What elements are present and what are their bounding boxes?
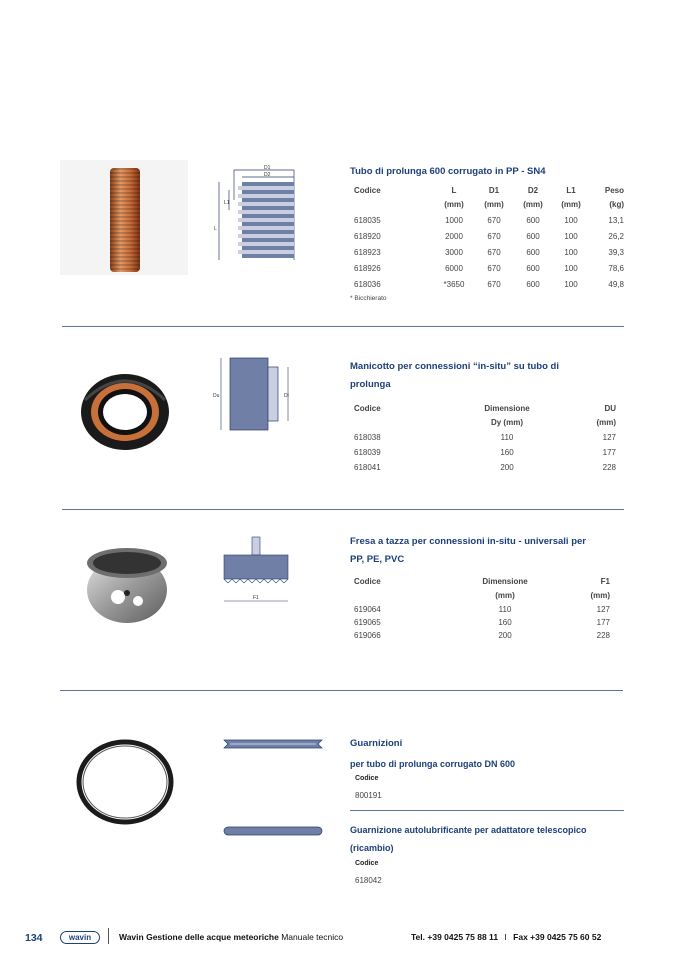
header-d2: D2 xyxy=(527,185,539,195)
table-row xyxy=(354,445,616,460)
cell-code: 618041 xyxy=(354,463,381,472)
separator xyxy=(62,326,624,327)
header-codice: Codice xyxy=(354,185,381,195)
cell-code: 619065 xyxy=(354,618,381,627)
section2-title xyxy=(350,358,559,394)
cell-code: 619064 xyxy=(354,605,381,614)
table-header-row xyxy=(354,575,610,587)
cell-l1: 100 xyxy=(564,215,578,225)
hole-saw-technical-drawing xyxy=(220,535,292,607)
cell-code: 618038 xyxy=(354,433,381,442)
section1-table xyxy=(354,184,624,292)
cell-d2: 600 xyxy=(526,279,540,289)
gasket2-code-label: Codice xyxy=(355,860,379,867)
cell-du: 177 xyxy=(602,448,616,457)
cell-l: 3000 xyxy=(445,247,463,257)
separator xyxy=(60,690,623,691)
header-codice: Codice xyxy=(354,403,381,413)
cell-dimension: 200 xyxy=(500,463,514,472)
gasket2-title-line1: Guarnizione autolubrificante per adattatore telescopico xyxy=(350,825,587,835)
gasket-ring-photo xyxy=(75,738,175,826)
cell-dimension: 110 xyxy=(500,433,514,442)
cell-code: 618923 xyxy=(354,247,381,257)
cell-code: 618036 xyxy=(354,279,381,289)
unit-d1: (mm) xyxy=(484,199,504,209)
footer-doc-title xyxy=(119,932,343,942)
unit-dimensione: Dy (mm) xyxy=(490,417,523,427)
label-f1: F1 xyxy=(253,595,259,601)
table-header-row xyxy=(354,184,624,196)
footer-doc-title-main: Wavin Gestione delle acque meteoriche xyxy=(119,932,279,942)
page-number: 134 xyxy=(25,932,43,944)
wavin-logo: wavin xyxy=(60,931,100,944)
cell-l1: 100 xyxy=(564,231,578,241)
section4-title: Guarnizioni xyxy=(350,738,403,749)
cell-f1: 228 xyxy=(596,631,610,640)
footer-fax: Fax +39 0425 75 60 52 xyxy=(513,932,602,942)
unit-dimensione: (mm) xyxy=(495,590,515,600)
gasket1-title: per tubo di prolunga corrugato DN 600 xyxy=(350,759,516,769)
gasket2-title xyxy=(350,821,587,857)
header-l: L xyxy=(451,185,457,195)
label-di: Di xyxy=(284,393,289,399)
footer-doc-subtitle: Manuale tecnico xyxy=(281,932,344,942)
unit-du: (mm) xyxy=(596,417,616,427)
cell-l: 1000 xyxy=(445,215,463,225)
cell-du: 228 xyxy=(602,463,616,472)
cell-d1: 670 xyxy=(487,247,501,257)
footer-tel: Tel. +39 0425 75 88 11 xyxy=(411,932,499,942)
section2-table xyxy=(354,402,616,475)
cell-dimension: 110 xyxy=(498,605,512,614)
section3-title-line2: PP, PE, PVC xyxy=(350,554,405,565)
cell-peso: 49,8 xyxy=(608,279,624,289)
cell-l: 2000 xyxy=(445,231,463,241)
section2-title-line2: prolunga xyxy=(350,379,391,390)
section1-title: Tubo di prolunga 600 corrugato in PP - SN4 xyxy=(350,166,546,177)
coupling-technical-drawing xyxy=(210,355,300,435)
cell-d1: 670 xyxy=(487,231,501,241)
table-row xyxy=(354,228,624,244)
table-units-row xyxy=(354,196,624,212)
cell-d2: 600 xyxy=(526,215,540,225)
table-units-row xyxy=(354,587,610,603)
gasket1-code-label: Codice xyxy=(355,775,379,782)
footer-divider-line xyxy=(108,928,109,944)
cell-f1: 127 xyxy=(596,605,610,614)
header-d1: D1 xyxy=(488,185,500,195)
header-dimensione: Dimensione xyxy=(484,403,530,413)
table-row xyxy=(354,244,624,260)
section1-note: * Bicchierato xyxy=(350,295,387,302)
gasket2-title-line2: (ricambio) xyxy=(350,843,394,853)
cell-f1: 177 xyxy=(596,618,610,627)
cell-d1: 670 xyxy=(487,215,501,225)
cell-peso: 39,3 xyxy=(608,247,624,257)
footer-separator: I xyxy=(504,932,507,942)
table-row xyxy=(354,260,624,276)
cell-du: 127 xyxy=(602,433,616,442)
hole-saw-photo xyxy=(80,535,175,630)
unit-peso: (kg) xyxy=(609,199,624,209)
section3-title xyxy=(350,533,586,569)
cell-l1: 100 xyxy=(564,247,578,257)
section3-title-line1: Fresa a tazza per connessioni in-situ - universali per xyxy=(350,536,586,547)
cell-d2: 600 xyxy=(526,263,540,273)
cell-code: 618926 xyxy=(354,263,381,273)
cell-peso: 26,2 xyxy=(608,231,624,241)
cell-dimension: 200 xyxy=(498,631,512,640)
cell-l1: 100 xyxy=(564,279,578,289)
cell-d2: 600 xyxy=(526,231,540,241)
label-d2: D2 xyxy=(264,172,271,178)
cell-peso: 78,6 xyxy=(608,263,624,273)
cell-code: 618920 xyxy=(354,231,381,241)
header-peso: Peso xyxy=(604,185,624,195)
table-row xyxy=(354,603,610,616)
cell-d2: 600 xyxy=(526,247,540,257)
cell-dimension: 160 xyxy=(500,448,514,457)
cell-l: 6000 xyxy=(445,263,463,273)
table-row xyxy=(354,212,624,228)
table-row xyxy=(354,629,610,642)
corrugated-pipe-photo xyxy=(60,160,188,275)
table-row xyxy=(354,460,616,475)
header-codice: Codice xyxy=(354,576,381,586)
section3-table xyxy=(354,575,610,642)
gasket1-code: 800191 xyxy=(355,791,382,800)
cell-d1: 670 xyxy=(487,279,501,289)
unit-d2: (mm) xyxy=(523,199,543,209)
unit-codice xyxy=(354,414,464,430)
cell-code: 619066 xyxy=(354,631,381,640)
label-l: L xyxy=(214,226,217,232)
footer-contacts xyxy=(411,932,601,942)
gasket2-code: 618042 xyxy=(355,876,382,885)
cell-l: *3650 xyxy=(443,279,465,289)
cell-code: 618035 xyxy=(354,215,381,225)
table-row xyxy=(354,430,616,445)
gasket-profile-drawing-2 xyxy=(222,825,324,837)
header-l1: L1 xyxy=(566,185,576,195)
table-row xyxy=(354,616,610,629)
table-units-row xyxy=(354,414,616,430)
separator xyxy=(62,509,624,510)
header-f1: F1 xyxy=(600,576,610,586)
pipe-technical-drawing xyxy=(212,160,302,265)
cell-code: 618039 xyxy=(354,448,381,457)
cell-peso: 13,1 xyxy=(608,215,624,225)
header-dimensione: Dimensione xyxy=(482,576,528,586)
unit-l: (mm) xyxy=(444,199,464,209)
separator xyxy=(350,810,624,811)
label-du: Du xyxy=(213,393,220,399)
header-du: DU xyxy=(604,403,616,413)
unit-l1: (mm) xyxy=(561,199,581,209)
table-header-row xyxy=(354,402,616,414)
cell-dimension: 160 xyxy=(498,618,512,627)
cell-d1: 670 xyxy=(487,263,501,273)
section2-title-line1: Manicotto per connessioni “in-situ” su tubo di xyxy=(350,361,559,372)
gasket-profile-drawing-1 xyxy=(222,738,324,750)
coupling-photo xyxy=(75,360,175,455)
unit-codice xyxy=(354,196,434,212)
cell-l1: 100 xyxy=(564,263,578,273)
unit-codice xyxy=(354,587,462,603)
label-l1: L1 xyxy=(224,200,230,206)
unit-f1: (mm) xyxy=(590,590,610,600)
table-row xyxy=(354,276,624,292)
label-d1: D1 xyxy=(264,165,271,171)
